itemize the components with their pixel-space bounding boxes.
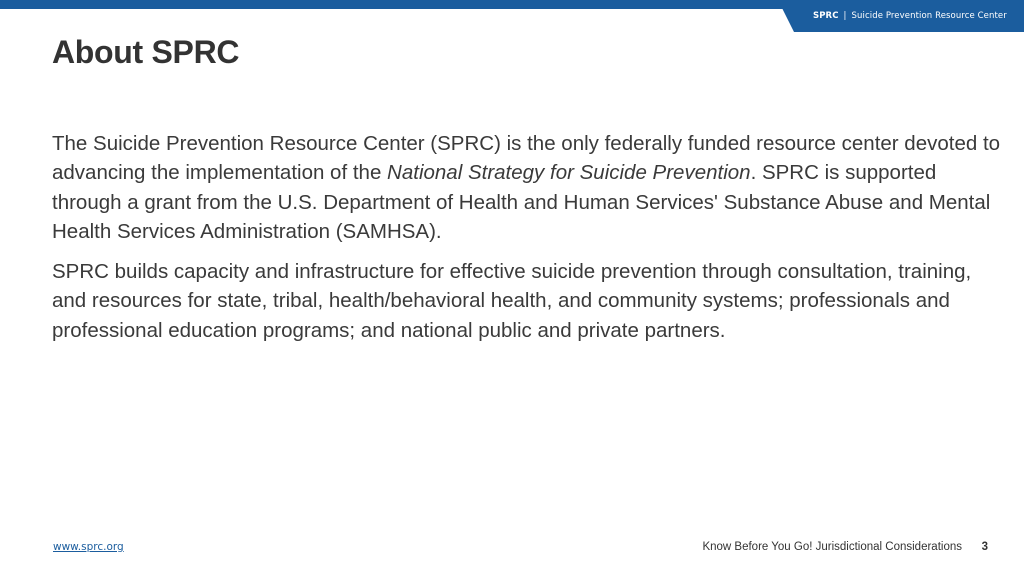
footer-presentation-title: Know Before You Go! Jurisdictional Considerations <box>702 541 962 553</box>
header-org-label <box>813 11 1007 21</box>
header-brand: SPRC <box>813 11 839 21</box>
slide-title: About SPRC <box>52 34 240 70</box>
strategy-title: National Strategy for Suicide Prevention <box>387 161 751 185</box>
paragraph-about-part2: . SPRC is supported through a grant from the U.S. Department of Health and Human Services' Substance Abuse and Mental Health Services Administration (SAMHSA). <box>52 161 991 243</box>
header-separator: | <box>843 11 847 21</box>
page-number: 3 <box>981 541 988 553</box>
paragraph-about-part1: The Suicide Prevention Resource Center (SPRC) is the only federally funded resource center devoted to advancing the implementation of the <box>52 132 1001 185</box>
header-org-name: Suicide Prevention Resource Center <box>851 11 1007 21</box>
slide-body <box>52 129 1002 345</box>
website-link[interactable]: www.sprc.org <box>53 541 124 553</box>
paragraph-about <box>52 129 1002 246</box>
paragraph-capacity: SPRC builds capacity and infrastructure for effective suicide prevention through consultation, training, and resources for state, tribal, health/behavioral health, and community systems; professionals and professional education programs; and national public and private partners. <box>52 260 972 342</box>
